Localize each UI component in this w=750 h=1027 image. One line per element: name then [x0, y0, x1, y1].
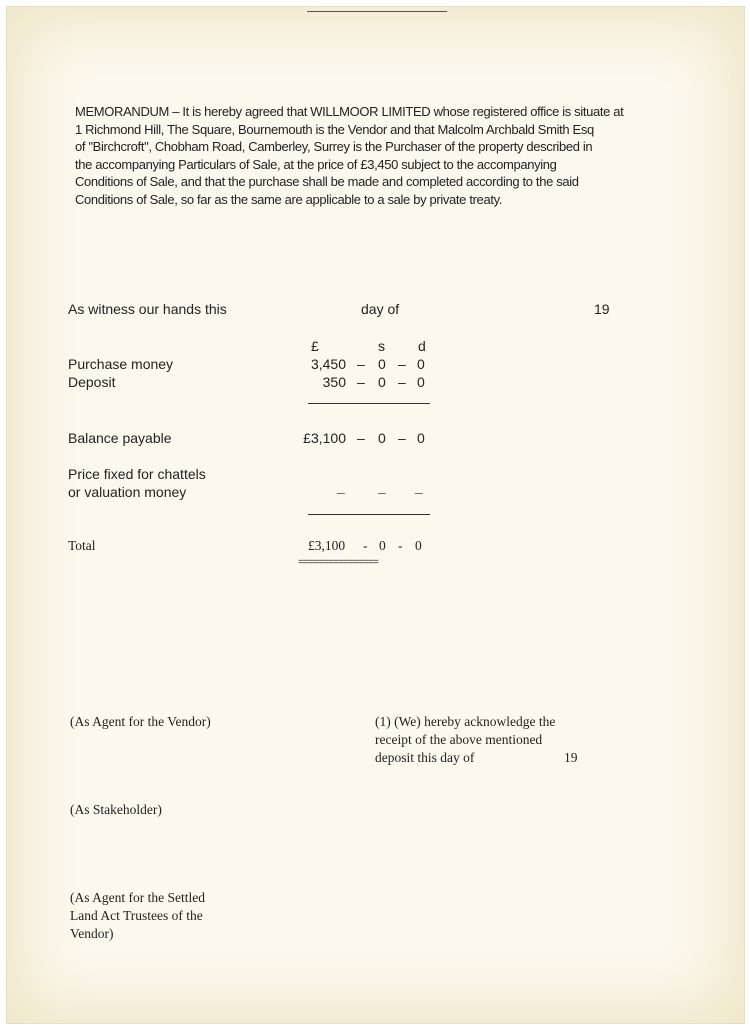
purchase-pence: 0 — [417, 356, 425, 372]
pounds-header: £ — [311, 338, 319, 354]
total-label: Total — [68, 538, 96, 553]
document-page — [6, 6, 745, 1024]
witness-label: As witness our hands this — [68, 301, 227, 317]
top-edge-rule — [307, 11, 447, 12]
total-pounds: £3,100 — [308, 538, 346, 553]
deposit-label: Deposit — [68, 374, 116, 390]
dash: – — [357, 356, 365, 372]
memorandum-line: of "Birchcroft", Chobham Road, Camberley, Surrey is the Purchaser of the property described in — [75, 139, 593, 154]
purchase-pounds: 3,450 — [310, 356, 346, 372]
total-double-rule: ================ — [298, 558, 379, 569]
dash: – — [398, 374, 406, 390]
shillings-header: s — [378, 338, 385, 354]
memorandum-line: Conditions of Sale, and that the purchase shall be made and completed according to the said — [75, 174, 579, 189]
dash: – — [398, 356, 406, 372]
stakeholder-label: (As Stakeholder) — [70, 802, 162, 817]
total-sep: - — [398, 538, 403, 553]
subtotal-rule — [308, 403, 430, 404]
chattels-label-line1: Price fixed for chattels — [68, 466, 206, 482]
purchase-money-label: Purchase money — [68, 356, 174, 372]
settled-land-label-line1: (As Agent for the Settled — [70, 890, 205, 905]
dash: – — [357, 374, 365, 390]
chattels-label-line2: or valuation money — [68, 484, 187, 500]
settled-land-label-line3: Vendor) — [70, 926, 114, 941]
total-pence: 0 — [415, 538, 422, 553]
dash: – — [398, 430, 406, 446]
chattels-pence-blank: – — [415, 484, 423, 500]
deposit-shillings: 0 — [378, 374, 386, 390]
receipt-line3: deposit this day of — [375, 750, 475, 765]
total-sep: - — [363, 538, 368, 553]
agent-for-vendor-label: (As Agent for the Vendor) — [70, 714, 211, 729]
settled-land-label-line2: Land Act Trustees of the — [70, 908, 203, 923]
chattels-shillings-blank: – — [378, 484, 386, 500]
witness-year: 19 — [594, 301, 610, 317]
witness-day-of: day of — [361, 301, 400, 317]
memorandum-paragraph — [75, 103, 675, 208]
total-shillings: 0 — [379, 538, 386, 553]
balance-shillings: 0 — [378, 430, 386, 446]
receipt-year: 19 — [564, 750, 578, 765]
receipt-line1: (1) (We) hereby acknowledge the — [375, 714, 556, 729]
balance-payable-label: Balance payable — [68, 430, 172, 446]
memorandum-line: Conditions of Sale, so far as the same are applicable to a sale by private treaty. — [75, 191, 503, 207]
dash: – — [357, 430, 365, 446]
receipt-line2: receipt of the above mentioned — [375, 732, 543, 747]
total-rule — [308, 514, 430, 515]
pence-header: d — [418, 338, 426, 354]
memorandum-line: 1 Richmond Hill, The Square, Bournemouth is the Vendor and that Malcolm Archbald Smith Esq — [75, 121, 594, 137]
deposit-pence: 0 — [417, 374, 425, 390]
purchase-shillings: 0 — [378, 356, 386, 372]
chattels-pounds-blank: – — [337, 484, 345, 500]
memorandum-line: the accompanying Particulars of Sale, at the price of £3,450 subject to the accompanying — [75, 156, 557, 172]
balance-pence: 0 — [417, 430, 425, 446]
memorandum-line: MEMORANDUM – It is hereby agreed that WILLMOOR LIMITED whose registered office is situate at — [75, 104, 624, 119]
deposit-pounds: 350 — [322, 374, 346, 390]
balance-pounds: £3,100 — [303, 430, 346, 446]
